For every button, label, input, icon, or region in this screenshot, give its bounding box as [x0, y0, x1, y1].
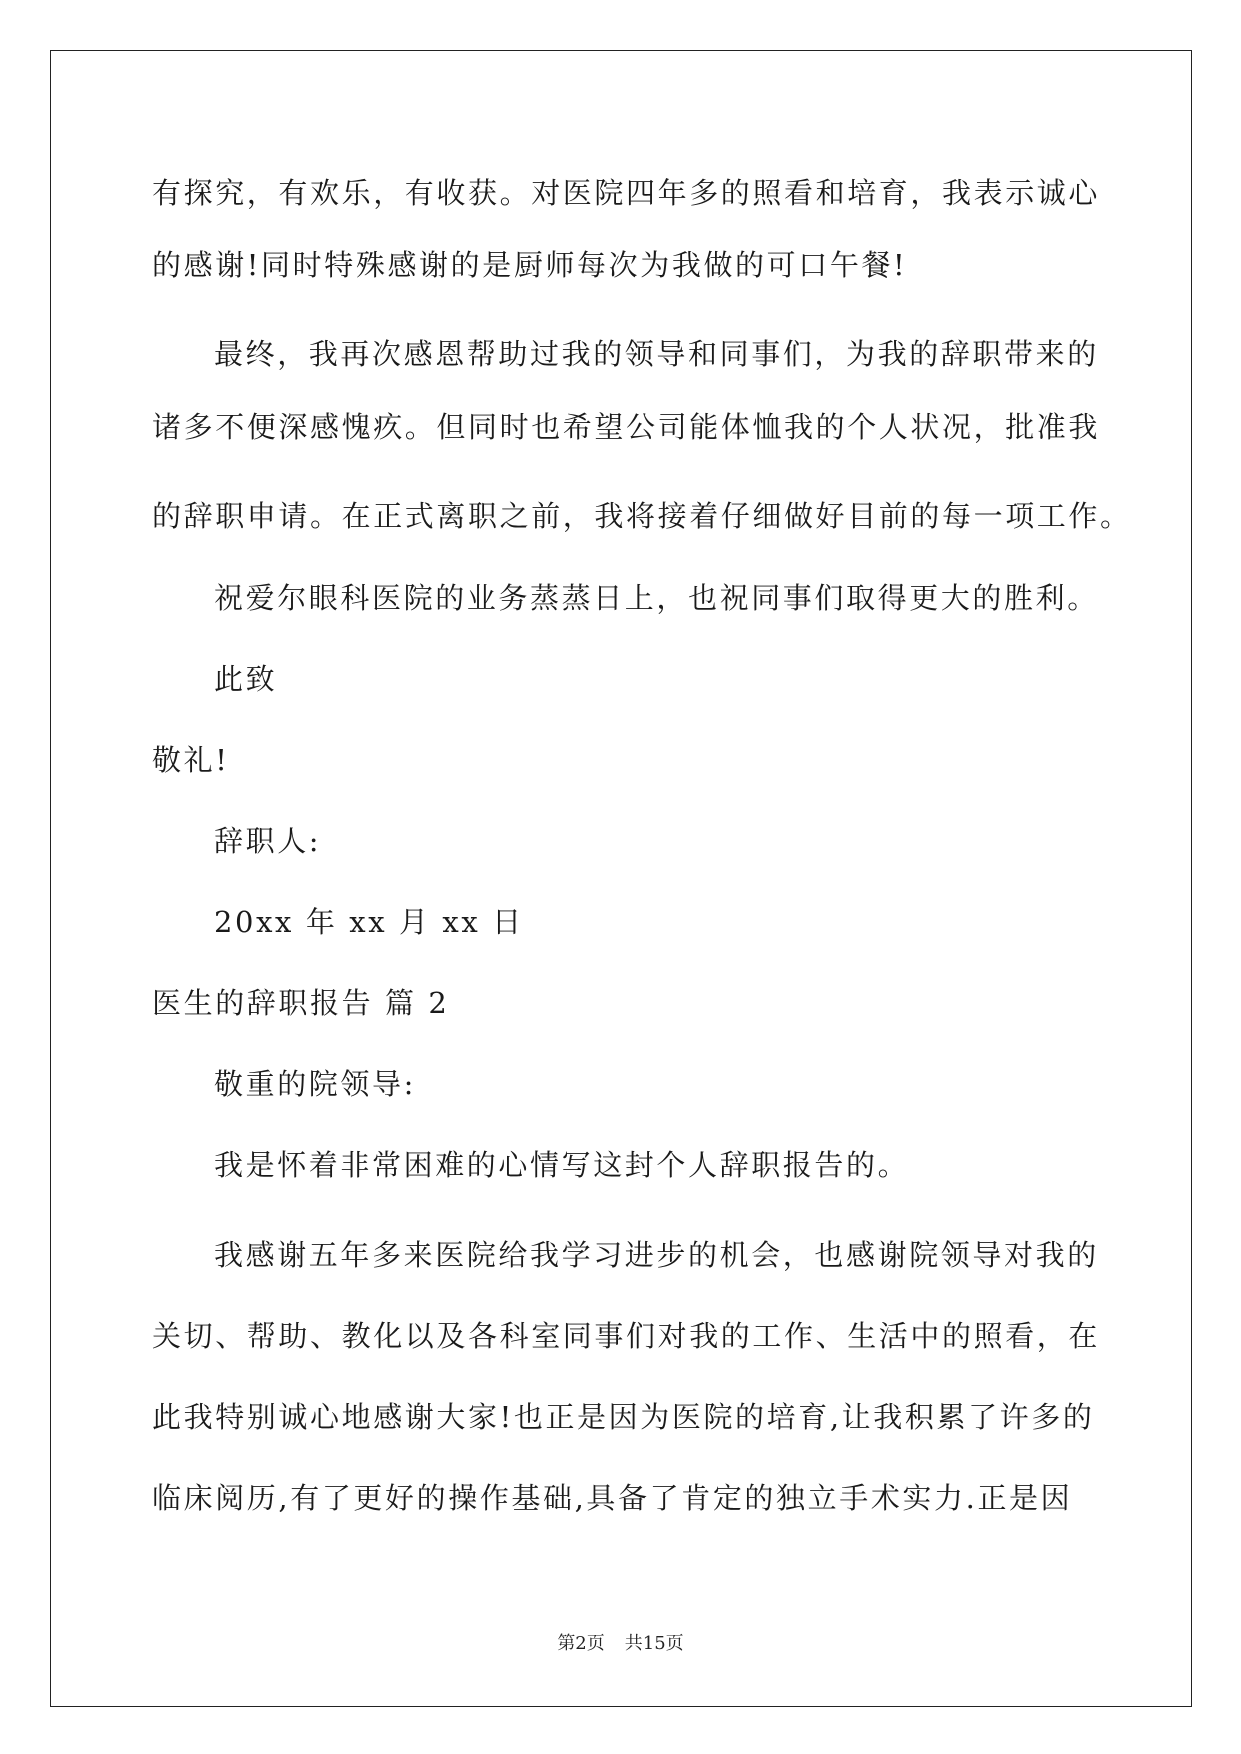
paragraph-line: 诸多不便深感愧疚。但同时也希望公司能体恤我的个人状况，批准我 — [152, 410, 1101, 444]
paragraph-line: 临床阅历,有了更好的操作基础,具备了肯定的独立手术实力.正是因 — [152, 1481, 1073, 1515]
page-footer — [0, 1632, 1241, 1656]
paragraph-line: 我感谢五年多来医院给我学习进步的机会，也感谢院领导对我的 — [214, 1238, 1099, 1272]
date-line: 20xx 年 xx 月 xx 日 — [214, 905, 524, 939]
closing-regards: 敬礼! — [152, 743, 230, 777]
paragraph-line: 此我特别诚心地感谢大家!也正是因为医院的培育,让我积累了许多的 — [152, 1400, 1095, 1434]
paragraph-line: 我是怀着非常困难的心情写这封个人辞职报告的。 — [214, 1148, 910, 1182]
page-border — [50, 50, 1192, 1707]
paragraph-line: 祝爱尔眼科医院的业务蒸蒸日上，也祝同事们取得更大的胜利。 — [214, 581, 1099, 615]
paragraph-line: 最终，我再次感恩帮助过我的领导和同事们，为我的辞职带来的 — [214, 337, 1099, 371]
page-total: 共15页 — [624, 1633, 684, 1654]
paragraph-line: 有探究，有欢乐，有收获。对医院四年多的照看和培育，我表示诚心 — [152, 176, 1101, 210]
section-heading: 医生的辞职报告 篇 2 — [152, 986, 450, 1020]
paragraph-line: 关切、帮助、教化以及各科室同事们对我的工作、生活中的照看，在 — [152, 1319, 1101, 1353]
paragraph-line: 的辞职申请。在正式离职之前，我将接着仔细做好目前的每一项工作。 — [152, 499, 1132, 533]
signature-label: 辞职人: — [214, 824, 322, 858]
paragraph-line: 的感谢!同时特殊感谢的是厨师每次为我做的可口午餐! — [152, 248, 908, 282]
greeting: 敬重的院领导: — [214, 1067, 416, 1101]
page-number: 第2页 — [557, 1633, 605, 1654]
closing-salutation: 此致 — [214, 662, 278, 696]
